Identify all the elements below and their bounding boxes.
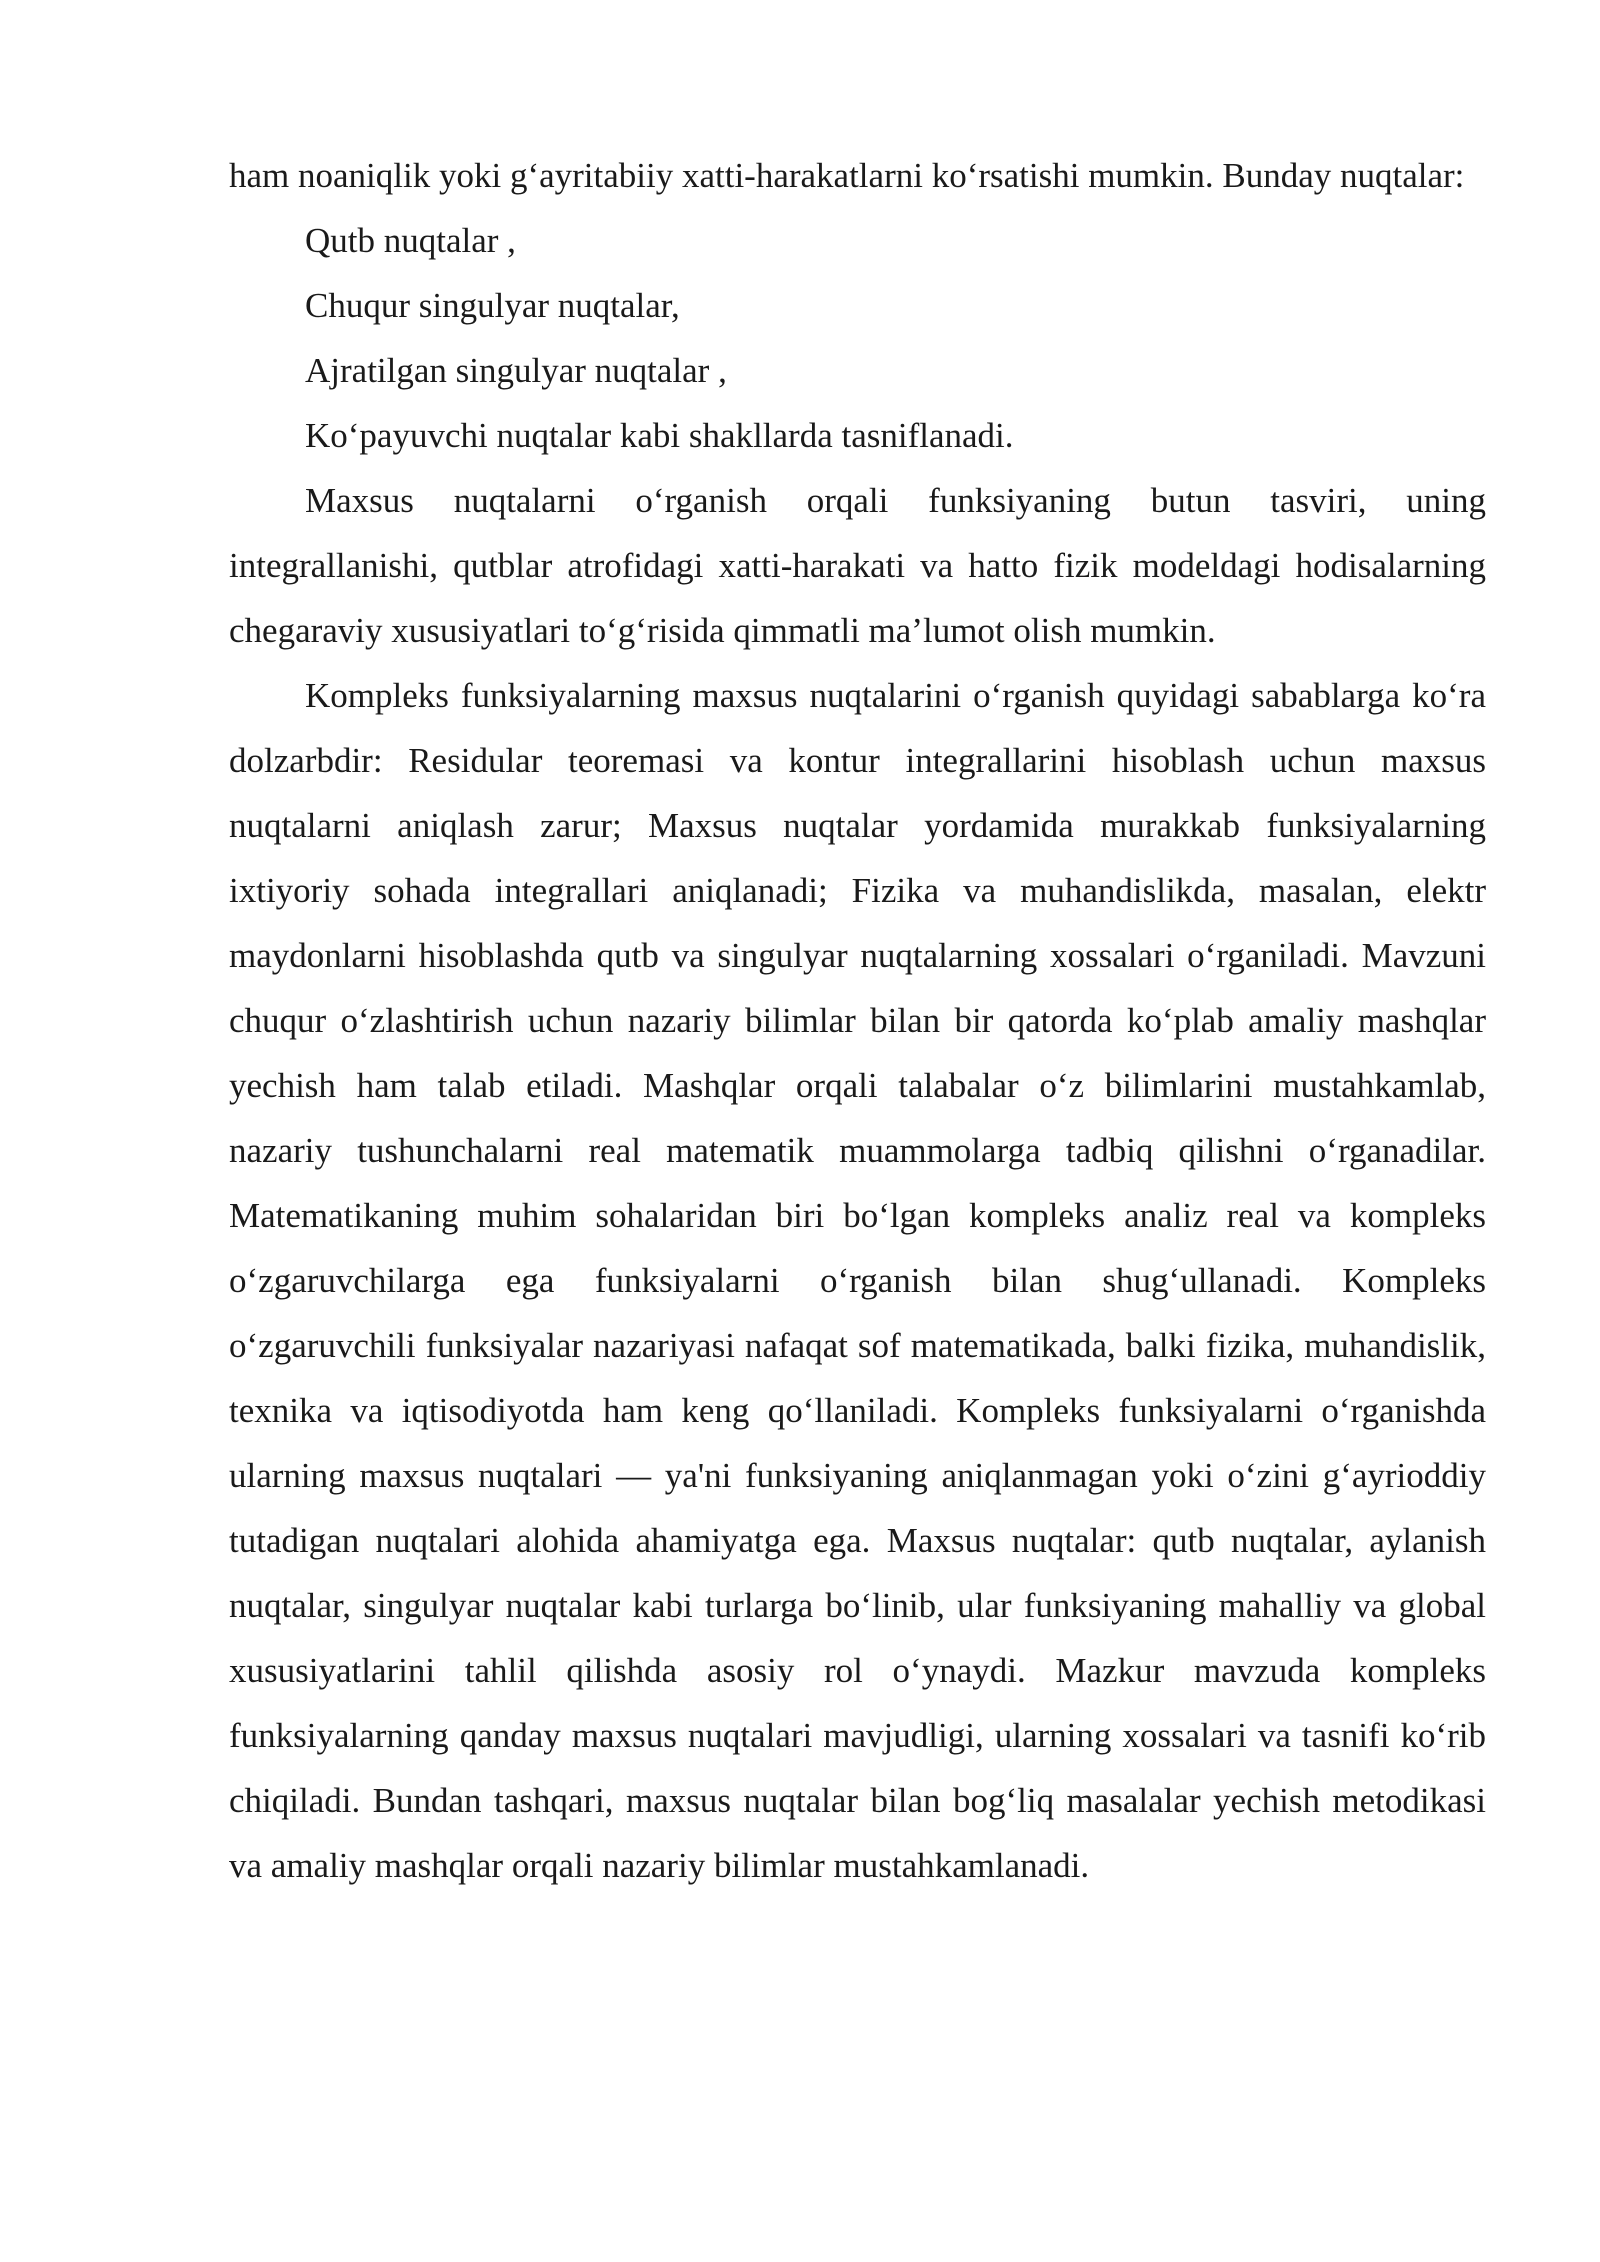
list-item-chuqur: Chuqur singulyar nuqtalar, [305,286,680,325]
list-item-ajratilgan: Ajratilgan singulyar nuqtalar , [305,351,727,390]
document-body [229,143,1486,1898]
paragraph-maxsus-nuqtalar: Maxsus nuqtalarni o‘rganish orqali funksiyaning butun tasviri, uning integrallanishi, qutblar atrofidagi xatti-harakati va hatto fizik modeldagi hodisalarning chegaraviy xususiyatlari to‘g‘risida qimmatli ma’lumot olish mumkin. [229,481,1486,650]
list-item-kopayuvchi: Ko‘payuvchi nuqtalar kabi shakllarda tasniflanadi. [305,416,1014,455]
paragraph-intro: ham noaniqlik yoki g‘ayritabiiy xatti-harakatlarni ko‘rsatishi mumkin. Bunday nuqtalar: [229,156,1465,195]
paragraph-kompleks-funksiyalar: Kompleks funksiyalarning maxsus nuqtalarini o‘rganish quyidagi sabablarga ko‘ra dolzarbdir: Residular teoremasi va kontur integrallarini hisoblash uchun maxsus nuqtalarni aniqlash zarur; Maxsus nuqtalar yordamida murakkab funksiyalarning ixtiyoriy sohada integrallari aniqlanadi; Fizika va muhandislikda, masalan, elektr maydonlarni hisoblashda qutb va singulyar nuqtalarning xossalari o‘rganiladi. Mavzuni chuqur o‘zlashtirish uchun nazariy bilimlar bilan bir qatorda ko‘plab amaliy mashqlar yechish ham talab etiladi. Mashqlar orqali talabalar o‘z bilimlarini mustahkamlab, nazariy tushunchalarni real matematik muammolarga tadbiq qilishni o‘rganadilar. Matematikaning muhim sohalaridan biri bo‘lgan kompleks analiz real va kompleks o‘zgaruvchilarga ega funksiyalarni o‘rganish bilan shug‘ullanadi. Kompleks o‘zgaruvchili funksiyalar nazariyasi nafaqat sof matematikada, balki fizika, muhandislik, texnika va iqtisodiyotda ham keng qo‘llaniladi. Kompleks funksiyalarni o‘rganishda ularning maxsus nuqtalari — ya'ni funksiyaning aniqlanmagan yoki o‘zini g‘ayrioddiy tutadigan nuqtalari alohida ahamiyatga ega. Maxsus nuqtalar: qutb nuqtalar, aylanish nuqtalar, singulyar nuqtalar kabi turlarga bo‘linib, ular funksiyaning mahalliy va global xususiyatlarini tahlil qilishda asosiy rol o‘ynaydi. Mazkur mavzuda kompleks funksiyalarning qanday maxsus nuqtalari mavjudligi, ularning xossalari va tasnifi ko‘rib chiqiladi. Bundan tashqari, maxsus nuqtalar bilan bog‘liq masalalar yechish metodikasi va amaliy mashqlar orqali nazariy bilimlar mustahkamlanadi. [229,676,1486,1885]
list-item-qutb: Qutb nuqtalar , [305,221,516,260]
